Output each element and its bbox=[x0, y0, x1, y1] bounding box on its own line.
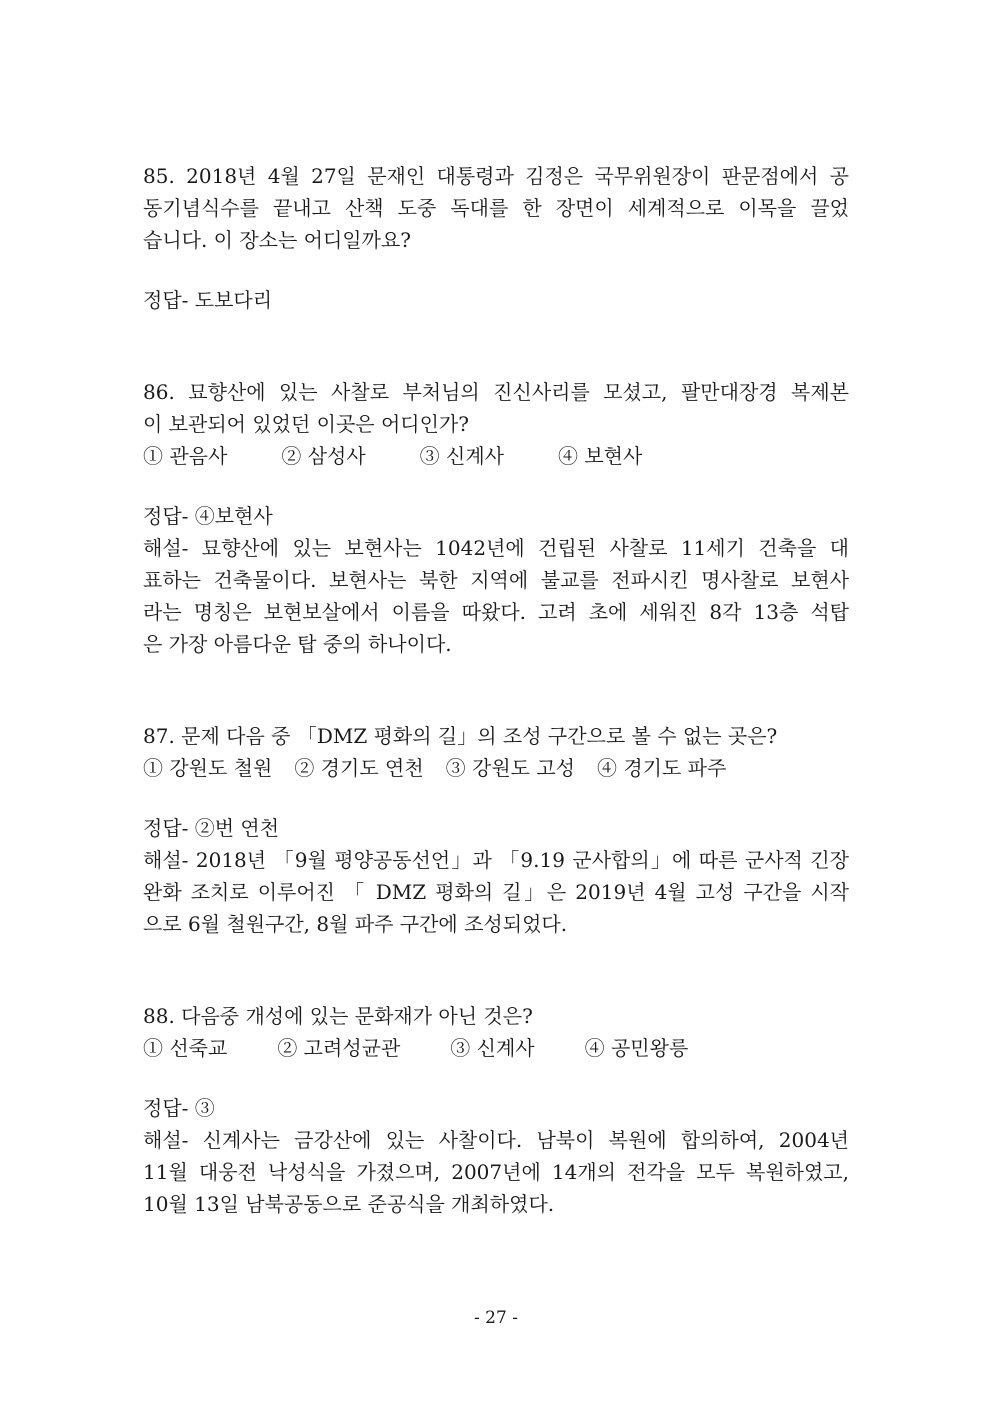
question-text-line: 동기념식수를 끝내고 산책 도중 독대를 한 장면이 세계적으로 이목을 끌었 bbox=[143, 196, 849, 220]
choice-item: ② 경기도 연천 bbox=[294, 756, 424, 780]
explanation-line: 해설- 묘향산에 있는 보현사는 1042년에 건립된 사찰로 11세기 건축을 대 bbox=[143, 536, 849, 560]
choice-item: ④ 경기도 파주 bbox=[596, 756, 727, 780]
choice-item: ③ 강원도 고성 bbox=[445, 756, 575, 780]
explanation-line: 10월 13일 남북공동으로 준공식을 개최하였다. bbox=[143, 1192, 555, 1216]
question-text-line: 88. 다음중 개성에 있는 문화재가 아닌 것은? bbox=[143, 1004, 533, 1028]
question-text-line: 87. 문제 다음 중 「DMZ 평화의 길」의 조성 구간으로 볼 수 없는 곳은? bbox=[143, 724, 778, 748]
choice-item: ① 강원도 철원 bbox=[143, 756, 273, 780]
choice-item: ③ 신계사 bbox=[419, 444, 504, 468]
choice-list bbox=[143, 1032, 849, 1064]
explanation-line: 은 가장 아름다운 탑 중의 하나이다. bbox=[143, 632, 452, 656]
question-88 bbox=[143, 1000, 849, 1220]
question-86 bbox=[143, 376, 849, 660]
answer-text: 정답- ④보현사 bbox=[143, 504, 273, 528]
answer-text: 정답- ②번 연천 bbox=[143, 816, 280, 840]
explanation-line: 완화 조치로 이루어진 「 DMZ 평화의 길」은 2019년 4월 고성 구간을 시작 bbox=[143, 880, 849, 904]
question-text-line: 86. 묘향산에 있는 사찰로 부처님의 진신사리를 모셨고, 팔만대장경 복제본 bbox=[143, 380, 849, 404]
explanation-line: 표하는 건축물이다. 보현사는 북한 지역에 불교를 전파시킨 명사찰로 보현사 bbox=[143, 568, 849, 592]
choice-item: ① 관음사 bbox=[143, 444, 228, 468]
explanation-line: 11월 대웅전 낙성식을 가졌으며, 2007년에 14개의 전각을 모두 복원하였고, bbox=[143, 1160, 849, 1184]
page-number: - 27 - bbox=[474, 1308, 518, 1328]
choice-item: ③ 신계사 bbox=[450, 1036, 535, 1060]
choice-item: ② 삼성사 bbox=[281, 444, 366, 468]
question-text-line: 이 보관되어 있었던 이곳은 어디인가? bbox=[143, 412, 469, 436]
choice-item: ① 선죽교 bbox=[143, 1036, 228, 1060]
choice-item: ④ 공민왕릉 bbox=[584, 1036, 689, 1060]
explanation-line: 해설- 신계사는 금강산에 있는 사찰이다. 남북이 복원에 합의하여, 2004년 bbox=[143, 1128, 849, 1152]
choice-item: ④ 보현사 bbox=[557, 444, 643, 468]
explanation-line: 해설- 2018년 「9월 평양공동선언」과 「9.19 군사합의」에 따른 군사적 긴장 bbox=[143, 848, 849, 872]
question-87 bbox=[143, 720, 849, 940]
question-85 bbox=[143, 160, 849, 316]
choice-list bbox=[143, 752, 849, 784]
choice-item: ② 고려성균관 bbox=[277, 1036, 401, 1060]
explanation-line: 라는 명칭은 보현보살에서 이름을 따왔다. 고려 초에 세워진 8각 13층 석탑 bbox=[143, 600, 849, 624]
answer-text: 정답- 도보다리 bbox=[143, 288, 273, 312]
document-body bbox=[143, 160, 849, 1220]
question-text-line: 습니다. 이 장소는 어디일까요? bbox=[143, 228, 411, 252]
answer-text: 정답- ③ bbox=[143, 1096, 215, 1120]
choice-list bbox=[143, 440, 849, 472]
explanation-line: 으로 6월 철원구간, 8월 파주 구간에 조성되었다. bbox=[143, 912, 568, 936]
question-text-line: 85. 2018년 4월 27일 문재인 대통령과 김정은 국무위원장이 판문점에서 공 bbox=[143, 164, 849, 188]
